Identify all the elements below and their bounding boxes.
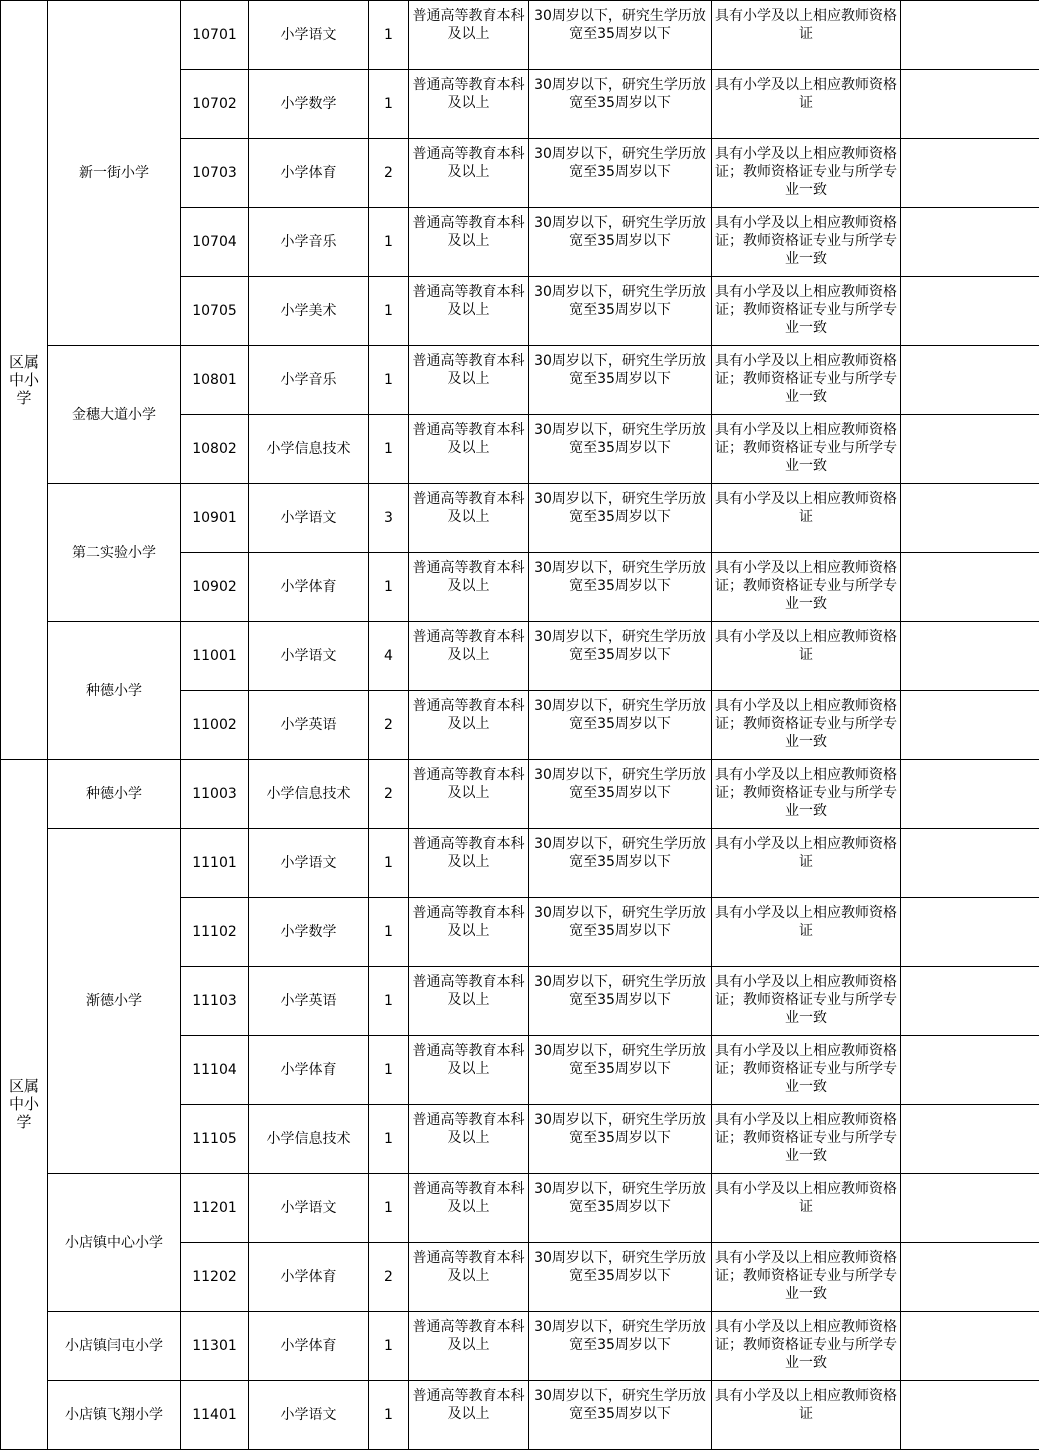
hire-count: 1 [369, 898, 409, 967]
category-label: 区属中小学 [9, 1077, 40, 1131]
age-requirement: 30周岁以下，研究生学历放宽至35周岁以下 [529, 898, 712, 967]
subject: 小学数学 [249, 70, 369, 139]
table-row [1, 484, 1039, 553]
hire-count: 1 [369, 415, 409, 484]
age-requirement: 30周岁以下，研究生学历放宽至35周岁以下 [529, 1036, 712, 1105]
education-requirement: 普通高等教育本科及以上 [409, 760, 529, 829]
note [901, 139, 1039, 208]
qualification-requirement: 具有小学及以上相应教师资格证 [712, 1381, 901, 1450]
subject: 小学音乐 [249, 208, 369, 277]
hire-count: 1 [369, 1105, 409, 1174]
hire-count: 3 [369, 484, 409, 553]
note [901, 484, 1039, 553]
note [901, 553, 1039, 622]
age-requirement: 30周岁以下，研究生学历放宽至35周岁以下 [529, 760, 712, 829]
age-requirement: 30周岁以下，研究生学历放宽至35周岁以下 [529, 277, 712, 346]
position-code: 10901 [181, 484, 249, 553]
education-requirement: 普通高等教育本科及以上 [409, 1, 529, 70]
note [901, 967, 1039, 1036]
table-row [1, 829, 1039, 898]
position-code: 11101 [181, 829, 249, 898]
subject: 小学语文 [249, 622, 369, 691]
subject: 小学音乐 [249, 346, 369, 415]
qualification-requirement: 具有小学及以上相应教师资格证 [712, 70, 901, 139]
age-requirement: 30周岁以下，研究生学历放宽至35周岁以下 [529, 829, 712, 898]
hire-count: 1 [369, 1036, 409, 1105]
hire-count: 1 [369, 208, 409, 277]
education-requirement: 普通高等教育本科及以上 [409, 1312, 529, 1381]
school-name: 第二实验小学 [48, 484, 181, 622]
position-code: 11103 [181, 967, 249, 1036]
table-row [1, 760, 1039, 829]
position-code: 11104 [181, 1036, 249, 1105]
subject: 小学英语 [249, 967, 369, 1036]
note [901, 760, 1039, 829]
qualification-requirement: 具有小学及以上相应教师资格证；教师资格证专业与所学专业一致 [712, 208, 901, 277]
category-cell [1, 760, 48, 1450]
age-requirement: 30周岁以下，研究生学历放宽至35周岁以下 [529, 622, 712, 691]
note [901, 898, 1039, 967]
position-code: 11002 [181, 691, 249, 760]
hire-count: 1 [369, 967, 409, 1036]
qualification-requirement: 具有小学及以上相应教师资格证；教师资格证专业与所学专业一致 [712, 277, 901, 346]
education-requirement: 普通高等教育本科及以上 [409, 1036, 529, 1105]
age-requirement: 30周岁以下，研究生学历放宽至35周岁以下 [529, 346, 712, 415]
education-requirement: 普通高等教育本科及以上 [409, 139, 529, 208]
education-requirement: 普通高等教育本科及以上 [409, 1105, 529, 1174]
subject: 小学英语 [249, 691, 369, 760]
school-name: 小店镇中心小学 [48, 1174, 181, 1312]
note [901, 622, 1039, 691]
education-requirement: 普通高等教育本科及以上 [409, 1243, 529, 1312]
hire-count: 1 [369, 1174, 409, 1243]
table-row [1, 346, 1039, 415]
position-code: 11301 [181, 1312, 249, 1381]
qualification-requirement: 具有小学及以上相应教师资格证 [712, 829, 901, 898]
hire-count: 1 [369, 1, 409, 70]
position-code: 10705 [181, 277, 249, 346]
category-cell [1, 1, 48, 760]
table-row [1, 1381, 1039, 1450]
position-code: 11102 [181, 898, 249, 967]
subject: 小学美术 [249, 277, 369, 346]
age-requirement: 30周岁以下，研究生学历放宽至35周岁以下 [529, 1312, 712, 1381]
note [901, 277, 1039, 346]
education-requirement: 普通高等教育本科及以上 [409, 208, 529, 277]
hire-count: 1 [369, 829, 409, 898]
hire-count: 2 [369, 760, 409, 829]
hire-count: 4 [369, 622, 409, 691]
position-code: 10902 [181, 553, 249, 622]
subject: 小学语文 [249, 484, 369, 553]
position-code: 11003 [181, 760, 249, 829]
hire-count: 2 [369, 139, 409, 208]
note [901, 1, 1039, 70]
position-code: 10801 [181, 346, 249, 415]
subject: 小学语文 [249, 1381, 369, 1450]
age-requirement: 30周岁以下，研究生学历放宽至35周岁以下 [529, 415, 712, 484]
note [901, 691, 1039, 760]
age-requirement: 30周岁以下，研究生学历放宽至35周岁以下 [529, 691, 712, 760]
age-requirement: 30周岁以下，研究生学历放宽至35周岁以下 [529, 1174, 712, 1243]
education-requirement: 普通高等教育本科及以上 [409, 829, 529, 898]
subject: 小学信息技术 [249, 415, 369, 484]
qualification-requirement: 具有小学及以上相应教师资格证 [712, 1174, 901, 1243]
subject: 小学信息技术 [249, 1105, 369, 1174]
age-requirement: 30周岁以下，研究生学历放宽至35周岁以下 [529, 139, 712, 208]
subject: 小学体育 [249, 1036, 369, 1105]
note [901, 1312, 1039, 1381]
hire-count: 2 [369, 1243, 409, 1312]
position-code: 11105 [181, 1105, 249, 1174]
school-name: 渐德小学 [48, 829, 181, 1174]
school-name: 种德小学 [48, 760, 181, 829]
position-code: 11401 [181, 1381, 249, 1450]
table-body [1, 1, 1039, 1450]
position-code: 11202 [181, 1243, 249, 1312]
subject: 小学信息技术 [249, 760, 369, 829]
table-row [1, 622, 1039, 691]
note [901, 208, 1039, 277]
education-requirement: 普通高等教育本科及以上 [409, 898, 529, 967]
note [901, 1105, 1039, 1174]
note [901, 829, 1039, 898]
education-requirement: 普通高等教育本科及以上 [409, 346, 529, 415]
position-code: 10701 [181, 1, 249, 70]
hire-count: 1 [369, 346, 409, 415]
age-requirement: 30周岁以下，研究生学历放宽至35周岁以下 [529, 1105, 712, 1174]
subject: 小学语文 [249, 1, 369, 70]
note [901, 70, 1039, 139]
qualification-requirement: 具有小学及以上相应教师资格证；教师资格证专业与所学专业一致 [712, 1036, 901, 1105]
hire-count: 2 [369, 691, 409, 760]
age-requirement: 30周岁以下，研究生学历放宽至35周岁以下 [529, 553, 712, 622]
education-requirement: 普通高等教育本科及以上 [409, 277, 529, 346]
qualification-requirement: 具有小学及以上相应教师资格证；教师资格证专业与所学专业一致 [712, 1312, 901, 1381]
education-requirement: 普通高等教育本科及以上 [409, 553, 529, 622]
qualification-requirement: 具有小学及以上相应教师资格证；教师资格证专业与所学专业一致 [712, 691, 901, 760]
age-requirement: 30周岁以下，研究生学历放宽至35周岁以下 [529, 1381, 712, 1450]
position-code: 10702 [181, 70, 249, 139]
qualification-requirement: 具有小学及以上相应教师资格证；教师资格证专业与所学专业一致 [712, 415, 901, 484]
school-name: 小店镇闫屯小学 [48, 1312, 181, 1381]
note [901, 346, 1039, 415]
education-requirement: 普通高等教育本科及以上 [409, 622, 529, 691]
position-code: 10704 [181, 208, 249, 277]
note [901, 1174, 1039, 1243]
qualification-requirement: 具有小学及以上相应教师资格证 [712, 1, 901, 70]
subject: 小学体育 [249, 553, 369, 622]
hire-count: 1 [369, 1312, 409, 1381]
age-requirement: 30周岁以下，研究生学历放宽至35周岁以下 [529, 208, 712, 277]
subject: 小学数学 [249, 898, 369, 967]
age-requirement: 30周岁以下，研究生学历放宽至35周岁以下 [529, 70, 712, 139]
education-requirement: 普通高等教育本科及以上 [409, 70, 529, 139]
age-requirement: 30周岁以下，研究生学历放宽至35周岁以下 [529, 1243, 712, 1312]
age-requirement: 30周岁以下，研究生学历放宽至35周岁以下 [529, 1, 712, 70]
qualification-requirement: 具有小学及以上相应教师资格证；教师资格证专业与所学专业一致 [712, 139, 901, 208]
subject: 小学语文 [249, 829, 369, 898]
qualification-requirement: 具有小学及以上相应教师资格证 [712, 484, 901, 553]
hire-count: 1 [369, 553, 409, 622]
note [901, 1381, 1039, 1450]
hire-count: 1 [369, 277, 409, 346]
qualification-requirement: 具有小学及以上相应教师资格证；教师资格证专业与所学专业一致 [712, 346, 901, 415]
qualification-requirement: 具有小学及以上相应教师资格证；教师资格证专业与所学专业一致 [712, 760, 901, 829]
position-code: 11001 [181, 622, 249, 691]
qualification-requirement: 具有小学及以上相应教师资格证；教师资格证专业与所学专业一致 [712, 1105, 901, 1174]
subject: 小学体育 [249, 1312, 369, 1381]
table-row [1, 1174, 1039, 1243]
position-code: 10802 [181, 415, 249, 484]
note [901, 1036, 1039, 1105]
table-row [1, 1, 1039, 70]
position-code: 10703 [181, 139, 249, 208]
qualification-requirement: 具有小学及以上相应教师资格证 [712, 898, 901, 967]
qualification-requirement: 具有小学及以上相应教师资格证；教师资格证专业与所学专业一致 [712, 1243, 901, 1312]
note [901, 415, 1039, 484]
qualification-requirement: 具有小学及以上相应教师资格证；教师资格证专业与所学专业一致 [712, 553, 901, 622]
qualification-requirement: 具有小学及以上相应教师资格证 [712, 622, 901, 691]
category-label: 区属中小学 [9, 352, 40, 407]
education-requirement: 普通高等教育本科及以上 [409, 484, 529, 553]
hire-count: 1 [369, 1381, 409, 1450]
position-code: 11201 [181, 1174, 249, 1243]
note [901, 1243, 1039, 1312]
education-requirement: 普通高等教育本科及以上 [409, 1381, 529, 1450]
education-requirement: 普通高等教育本科及以上 [409, 1174, 529, 1243]
school-name: 金穗大道小学 [48, 346, 181, 484]
age-requirement: 30周岁以下，研究生学历放宽至35周岁以下 [529, 484, 712, 553]
education-requirement: 普通高等教育本科及以上 [409, 691, 529, 760]
table-row [1, 1312, 1039, 1381]
subject: 小学体育 [249, 1243, 369, 1312]
education-requirement: 普通高等教育本科及以上 [409, 967, 529, 1036]
qualification-requirement: 具有小学及以上相应教师资格证；教师资格证专业与所学专业一致 [712, 967, 901, 1036]
school-name: 新一街小学 [48, 1, 181, 346]
school-name: 小店镇飞翔小学 [48, 1381, 181, 1450]
school-name: 种德小学 [48, 622, 181, 760]
age-requirement: 30周岁以下，研究生学历放宽至35周岁以下 [529, 967, 712, 1036]
hire-count: 1 [369, 70, 409, 139]
subject: 小学体育 [249, 139, 369, 208]
education-requirement: 普通高等教育本科及以上 [409, 415, 529, 484]
subject: 小学语文 [249, 1174, 369, 1243]
